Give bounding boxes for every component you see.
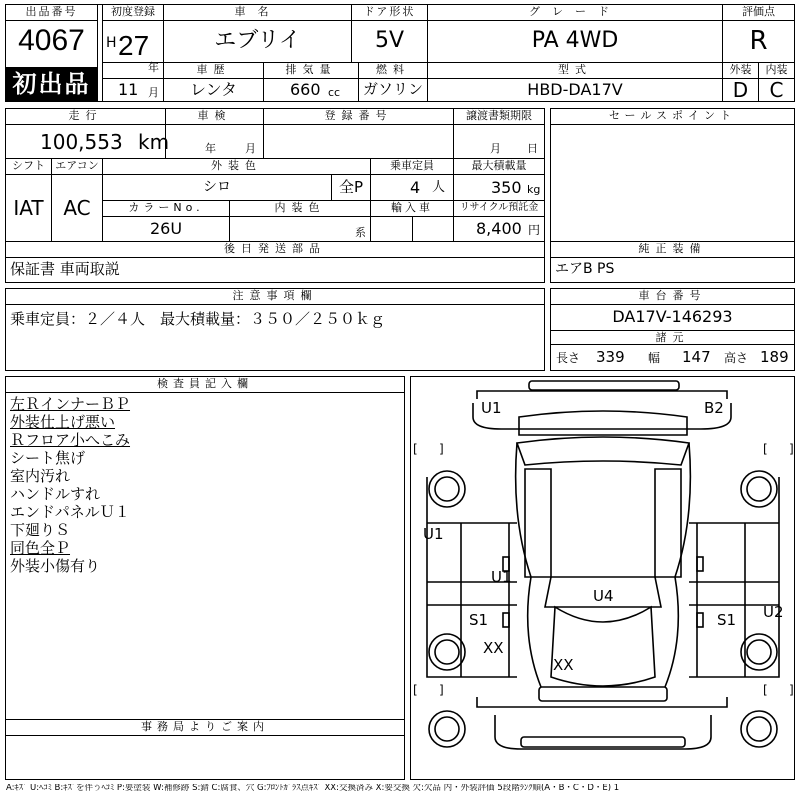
displacement-label: 排気量	[285, 63, 337, 76]
car-name-label: 車名	[234, 5, 281, 18]
paint-status: 全P	[338, 178, 364, 196]
note-line: Ｒフロア小へこみ	[10, 431, 131, 449]
first-reg-year: 27	[118, 30, 150, 61]
bracket-mark: [	[763, 683, 768, 697]
lot-number-label: 出品番号	[25, 5, 78, 18]
ext-color-label: 外装色	[211, 159, 262, 172]
reg-number-label: 登録番号	[324, 109, 393, 122]
fuel-label: 燃料	[376, 63, 410, 76]
caution-label: 注意事項欄	[232, 289, 318, 302]
inspector-notes	[10, 395, 400, 575]
damage-mark: U1	[491, 568, 512, 586]
sales-point-label: セールスポイント	[608, 109, 736, 122]
door-type: 5V	[374, 28, 405, 53]
dims-label: 諸元	[655, 331, 690, 344]
inspection-label: 車検	[197, 109, 232, 122]
width: 147	[682, 348, 711, 366]
model: HBD-DA17V	[527, 80, 623, 99]
damage-mark: XX	[553, 656, 574, 674]
history-label: 車歴	[196, 63, 231, 76]
lot-number: 4067	[18, 24, 85, 57]
history: レンタ	[190, 80, 237, 99]
car-name: エブリイ	[214, 28, 301, 53]
capacity: 4	[410, 178, 421, 197]
mileage: 100,553	[40, 130, 123, 154]
year-unit: 年	[148, 61, 159, 74]
score: R	[749, 26, 768, 56]
int-color-unit: 系	[355, 226, 366, 239]
color-no-label: カラーNo.	[128, 201, 204, 214]
exterior-grade: D	[732, 78, 749, 102]
int-color-label: 内装色	[274, 201, 326, 214]
first-listing-badge: 初出品	[6, 67, 97, 101]
aircon: AC	[63, 196, 91, 220]
bracket-mark: [	[413, 683, 418, 697]
bracket-mark: ]	[439, 683, 444, 697]
length: 339	[596, 348, 625, 366]
first-reg-label: 初度登録	[111, 5, 155, 18]
office-label: 事務局よりご案内	[141, 720, 269, 733]
score-label: 評価点	[742, 5, 775, 18]
grade: PA 4WD	[531, 28, 619, 53]
bracket-mark: [	[763, 442, 768, 456]
displacement-unit: cc	[328, 86, 341, 99]
damage-mark: U2	[763, 603, 784, 621]
inspection-month-unit: 月	[245, 142, 256, 155]
exterior-grade-label: 外装	[729, 63, 752, 76]
height: 189	[760, 348, 789, 366]
note-line: 同色全Ｐ	[10, 539, 71, 557]
damage-mark: S1	[717, 611, 737, 629]
month-unit: 月	[148, 86, 159, 99]
shift-label: シフト	[12, 159, 45, 172]
note-line: 室内汚れ	[10, 467, 71, 485]
transfer-month-unit: 月	[490, 142, 501, 155]
later-parts: 保証書 車両取説	[10, 260, 120, 278]
legend-text: A:ｷｽﾞ U:ﾍｺﾐ B:ｷｽﾞを伴うﾍｺﾐ P:要塗装 W:補修跡 S:錆 C:腐食、穴 G:ﾌﾛﾝﾄｶﾞﾗｽ点ｷｽﾞ XX:交換済み X:要交換 欠:欠品 内・外装評価 5段階ﾗﾝｸ順(A・B・C・D・E) 1	[6, 784, 620, 793]
equipment: エアB PS	[555, 261, 615, 277]
note-line: 下廻りＳ	[10, 521, 71, 539]
later-parts-label: 後日発送部品	[224, 242, 326, 255]
note-line: 左ＲインナーＢＰ	[10, 395, 131, 413]
inspection-year-unit: 年	[205, 142, 216, 155]
damage-mark: U1	[481, 399, 502, 417]
damage-mark: U4	[593, 587, 614, 605]
max-load-unit: kg	[527, 183, 541, 196]
transfer-deadline-label: 譲渡書類期限	[466, 109, 532, 122]
width-label: 幅	[648, 351, 661, 365]
transfer-day-unit: 日	[527, 142, 538, 155]
model-label: 型式	[558, 63, 592, 76]
color-no: 26U	[149, 219, 183, 238]
inspector-label: 検査員記入欄	[157, 377, 253, 390]
note-line: 外装小傷有り	[10, 557, 101, 575]
equipment-label: 純正装備	[638, 242, 707, 255]
capacity-unit: 人	[432, 180, 446, 195]
import-label: 輸入車	[391, 201, 433, 214]
displacement: 660	[290, 80, 321, 99]
damage-mark: S1	[469, 611, 489, 629]
damage-mark: U1	[423, 525, 444, 543]
bracket-mark: [	[413, 442, 418, 456]
caution-text: 乗車定員：２／４人 最大積載量：３５０／２５０ｋｇ	[10, 310, 386, 328]
interior-grade: C	[769, 78, 784, 102]
interior-grade-label: 内装	[765, 63, 788, 76]
recycle-unit: 円	[528, 223, 541, 237]
damage-mark: B2	[704, 399, 724, 417]
bracket-mark: ]	[439, 442, 444, 456]
recycle-label: リサイクル預託金	[459, 202, 539, 213]
chassis-number: DA17V-146293	[612, 307, 733, 326]
max-load: 350	[491, 178, 522, 197]
length-label: 長さ	[556, 351, 581, 365]
note-line: エンドパネルＵ１	[10, 503, 130, 521]
note-line: シート焦げ	[10, 449, 86, 467]
shift: IAT	[13, 196, 44, 220]
aircon-label: エアコン	[55, 159, 99, 172]
first-reg-month: 11	[118, 80, 139, 99]
note-line: 外装仕上げ悪い	[10, 413, 116, 431]
mileage-unit: km	[138, 130, 170, 154]
door-label: ドア形状	[363, 5, 416, 18]
recycle-fee: 8,400	[476, 219, 522, 238]
mileage-label: 走行	[68, 109, 103, 122]
max-load-label: 最大積載量	[471, 159, 527, 172]
height-label: 高さ	[724, 351, 749, 365]
bracket-mark: ]	[789, 683, 794, 697]
damage-mark: XX	[483, 639, 504, 657]
chassis-label: 車台番号	[638, 289, 707, 302]
fuel: ガソリン	[362, 80, 423, 98]
first-reg-era: H	[106, 35, 117, 51]
ext-color: シロ	[203, 179, 231, 195]
grade-label: グレード	[529, 5, 621, 18]
car-damage-diagram	[411, 377, 795, 780]
capacity-label: 乗車定員	[390, 159, 434, 172]
bracket-mark: ]	[789, 442, 794, 456]
note-line: ハンドルすれ	[10, 485, 101, 503]
